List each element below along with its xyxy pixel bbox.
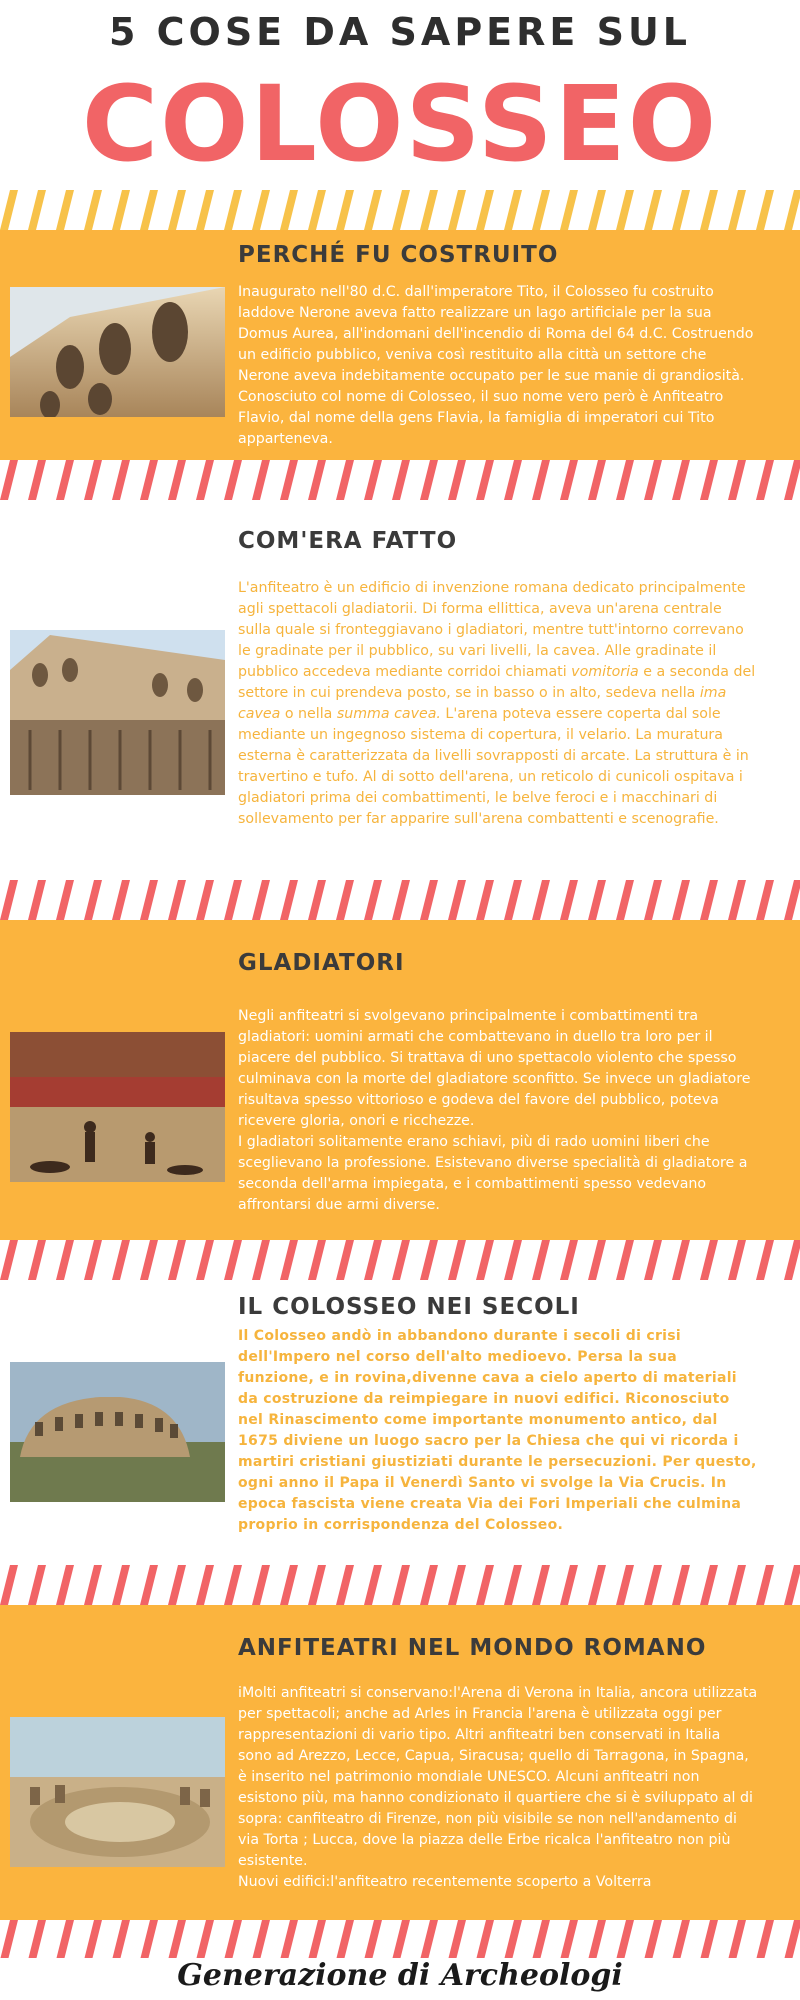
stripe-divider (0, 880, 800, 920)
colosseum-landscape-image (10, 1362, 225, 1502)
section-text (238, 1326, 758, 1536)
footer-brand: Generazione di Archeologi (177, 1958, 623, 1993)
section-perche-fu-costruito (0, 230, 800, 460)
arena-ruins-image (10, 1717, 225, 1867)
colosseum-interior-image (10, 630, 225, 795)
stripe-divider (0, 460, 800, 500)
paragraph: Nuovi edifici:l'anfiteatro recentemente scoperto a Volterra (238, 1874, 652, 1890)
header-title: COLOSSEO (81, 63, 719, 185)
stripe-divider (0, 1240, 800, 1280)
stripe-divider (0, 1920, 800, 1958)
paragraph: Negli anfiteatri si svolgevano principalmente i combattimenti tra gladiatori: uomini armati che combattevano in duello tra loro per il piacere del pubblico. Si trattava di uno spettacolo violento che spesso culminava con la morte del gladiatore sconfitto. Se invece un gladiatore risultava spesso vittorioso e godeva del favore del pubblico, poteva ricevere gloria, onori e ricchezze. (238, 1008, 751, 1129)
section-text (238, 1683, 758, 1893)
section-gladiatori (0, 920, 800, 1240)
section-colosseo-nei-secoli (0, 1280, 800, 1565)
term-ima-cavea: ima cavea (238, 685, 727, 722)
section-anfiteatri-mondo-romano (0, 1605, 800, 1920)
term-summa-cavea: summa cavea. (336, 706, 441, 722)
section-title: COM'ERA FATTO (238, 528, 458, 554)
stripe-divider (0, 190, 800, 230)
paragraph: I gladiatori solitamente erano schiavi, più di rado uomini liberi che sceglievano la professione. Esistevano diverse specialità di gladiatore a seconda dell'arma impiegata, e i combattimenti spesso vedevano affrontarsi due armi diverse. (238, 1134, 748, 1213)
term-vomitoria: vomitoria (571, 664, 639, 680)
paragraph: Il Colosseo andò in abbandono durante i secoli di crisi dell'Impero nel corso dell'alto medioevo. Persa la sua funzione, e in rovina,divenne cava a cielo aperto di materiali da costruzione da reimpiegare in nuovi edifici. Riconosciuto nel Rinascimento come importante monumento antico, dal 1675 diviene un luogo sacro per la Chiesa che qui vi ricorda i martiri cristiani giustiziati durante le persecuzioni. Per questo, ogni anno il Papa il Venerdì Santo vi svolge la Via Crucis. In epoca fascista viene creata Via dei Fori Imperiali che culmina proprio in corrispondenza del Colosseo. (238, 1328, 757, 1533)
text-run: L'anfiteatro è un edificio di invenzione romana dedicato principalmente agli spettacoli gladiatorii. Di forma ellittica, aveva un'arena centrale sulla quale si fronteggiavano i gladiatori, mentre tutt'intorno correvano le gradinate per il pubblico, su vari livelli, la cavea. Alle gradinate il pubblico accedeva mediante corridoi chiamati (238, 580, 746, 680)
paragraph: iMolti anfiteatri si conservano:l'Arena di Verona in Italia, ancora utilizzata per spettacoli; anche ad Arles in Francia l'arena è utilizzata oggi per rappresentazioni di vario tipo. Altri anfiteatri ben conservati in Italia sono ad Arezzo, Lecce, Capua, Siracusa; quello di Tarragona, in Spagna, è inserito nel patrimonio mondiale UNESCO. Alcuni anfiteatri non esistono più, ma hanno condizionato il quartiere che si è sviluppato al di sopra: canfiteatro di Firenze, non più visibile se non nell'andamento di via Torta ; Lucca, dove la piazza delle Erbe ricalca l'anfiteatro non più esistente. (238, 1685, 758, 1869)
text-run: L'arena poteva essere coperta dal sole mediante un ingegnoso sistema di copertura, il velario. La muratura esterna è caratterizzata da livelli sovrapposti di arcate. La struttura è in travertino e tufo. Al di sotto dell'arena, un reticolo di cunicoli ospitava i gladiatori prima dei combattimenti, le belve feroci e i macchinari di sollevamento per far apparire sull'arena combattenti e scenografie. (238, 706, 749, 827)
section-title: ANFITEATRI NEL MONDO ROMANO (238, 1635, 707, 1661)
section-comera-fatto (0, 500, 800, 880)
section-text (238, 282, 758, 450)
section-text (238, 578, 758, 830)
section-title: GLADIATORI (238, 950, 405, 976)
colosseum-arches-image (10, 287, 225, 417)
section-title: PERCHÉ FU COSTRUITO (238, 242, 559, 268)
gladiators-image (10, 1032, 225, 1182)
header-subtitle: 5 COSE DA SAPERE SUL (108, 10, 692, 54)
text-run: o nella (280, 706, 337, 722)
section-title: IL COLOSSEO NEI SECOLI (238, 1294, 580, 1320)
paragraph: Inaugurato nell'80 d.C. dall'imperatore Tito, il Colosseo fu costruito laddove Nerone aveva fatto realizzare un lago artificiale per la sua Domus Aurea, all'indomani dell'incendio di Roma del 64 d.C. Costruendo un edificio pubblico, veniva così restituito alla città un settore che Nerone aveva indebitamente occupato per le sue manie di grandiosità. Conosciuto col nome di Colosseo, il suo nome vero però è Anfiteatro Flavio, dal nome della gens Flavia, la famiglia di imperatori cui Tito apparteneva. (238, 284, 754, 447)
text-run: e a seconda del settore in cui prendeva posto, se in basso o in alto, sedeva nella (238, 664, 756, 701)
section-text (238, 1006, 758, 1216)
stripe-divider (0, 1565, 800, 1605)
